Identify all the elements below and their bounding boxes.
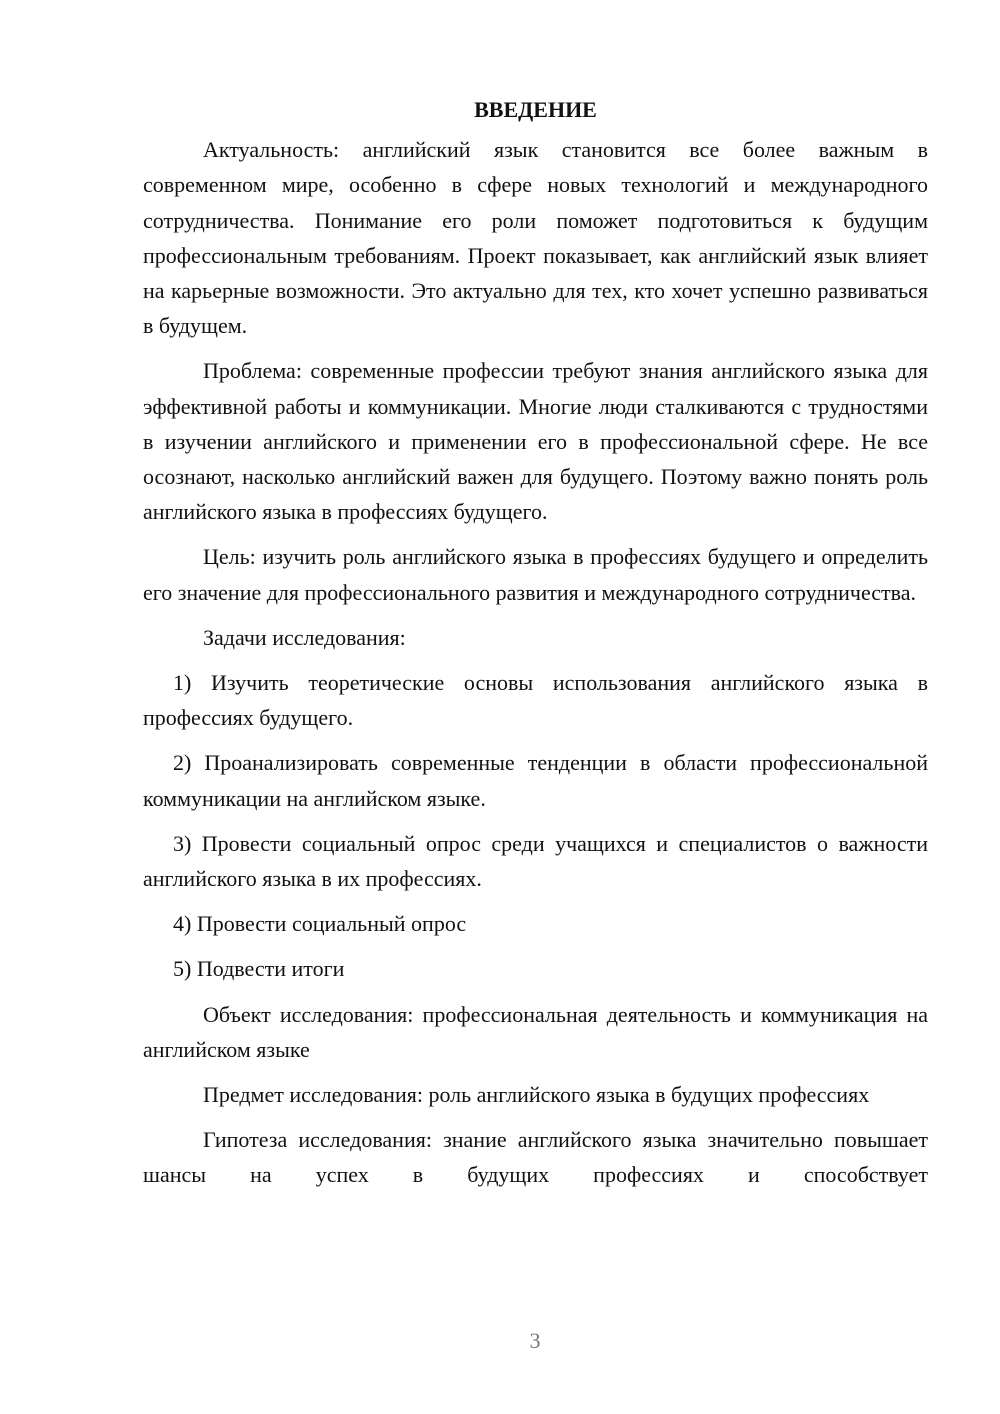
section-title: ВВЕДЕНИЕ (474, 97, 597, 122)
task-item-5: 5) Подвести итоги (173, 956, 345, 982)
task-item-1: 1) Изучить теоретические основы использования английского языка в профессиях будущего. (143, 670, 928, 731)
page-content (143, 92, 928, 1203)
page-number: 3 (529, 1328, 541, 1353)
task-item-4: 4) Провести социальный опрос (173, 911, 467, 937)
research-object-paragraph: Объект исследования: профессиональная деятельность и коммуникация на английском языке (143, 1001, 928, 1062)
task-item-3: 3) Провести социальный опрос среди учащихся и специалистов о важности английского языка в их профессиях. (143, 830, 928, 892)
relevance-paragraph: Актуальность: английский язык становится все более важным в современном мире, особенно в сфере новых технологий и международного сотрудничества. Понимание его роли поможет подготовиться к будущим профессиональным требованиям. Проект показывает, как английский язык влияет на карьерные возможности. Это актуально для тех, кто хочет успешно развиваться в будущем. (143, 137, 928, 339)
problem-paragraph: Проблема: современные профессии требуют знания английского языка для эффективной работы и коммуникации. Многие люди сталкиваются с трудностями в изучении английского и применении его в профессиональной сфере. Не все осознают, насколько английский важен для будущего. Поэтому важно понять роль английского языка в профессиях будущего. (143, 358, 928, 525)
task-item-2: 2) Проанализировать современные тенденции в области профессиональной коммуникации на английском языке. (143, 750, 928, 811)
research-subject-paragraph: Предмет исследования: роль английского языка в будущих профессиях (203, 1082, 870, 1108)
hypothesis-paragraph: Гипотеза исследования: знание английского языка значительно повышает шансы на успех в будущих профессиях и способствует (143, 1127, 928, 1188)
goal-paragraph: Цель: изучить роль английского языка в профессиях будущего и определить его значение для профессионального развития и международного сотрудничества. (143, 544, 928, 605)
tasks-heading: Задачи исследования: (203, 624, 406, 650)
